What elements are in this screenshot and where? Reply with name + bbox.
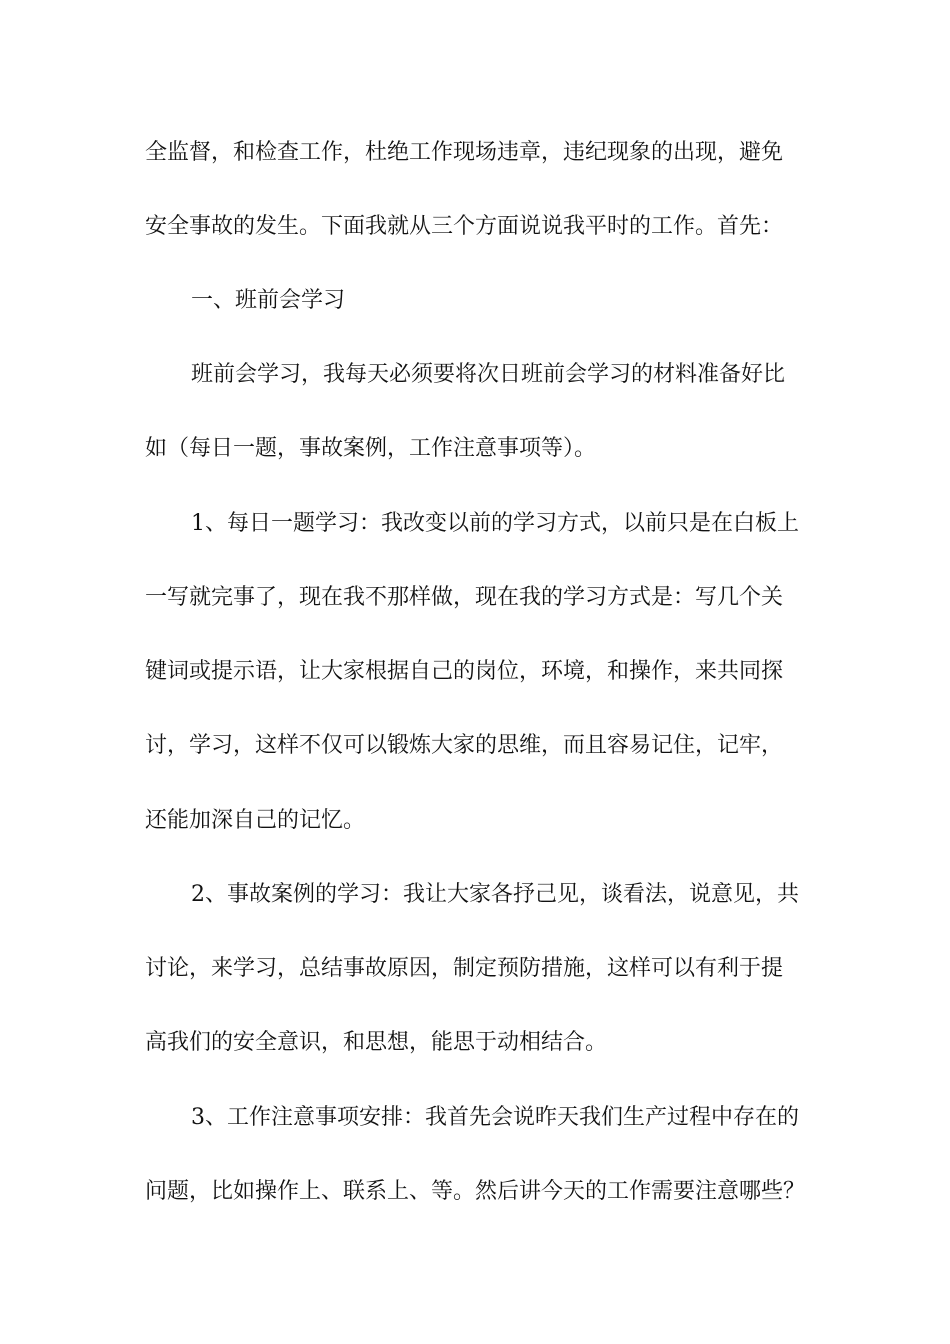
- text-line: 如（每日一题，事故案例，工作注意事项等）。: [145, 436, 597, 461]
- text-line: 3、工作注意事项安排：我首先会说昨天我们生产过程中存在的: [191, 1105, 799, 1130]
- text-line: 问题，比如操作上、联系上、等。然后讲今天的工作需要注意哪些？: [145, 1179, 806, 1204]
- text-line: 一写就完事了，现在我不那样做，现在我的学习方式是：写几个关: [145, 585, 784, 610]
- text-line: 2、事故案例的学习：我让大家各抒己见，谈看法，说意见，共: [191, 882, 799, 907]
- text-line: 讨论，来学习，总结事故原因，制定预防措施，这样可以有利于提: [145, 956, 784, 981]
- text-line: 还能加深自己的记忆。: [145, 808, 366, 833]
- text-line: 1、每日一题学习：我改变以前的学习方式，以前只是在白板上: [191, 511, 799, 536]
- text-line: 班前会学习，我每天必须要将次日班前会学习的材料准备好比: [191, 362, 786, 387]
- text-line: 安全事故的发生。下面我就从三个方面说说我平时的工作。首先：: [145, 214, 784, 239]
- text-line: 全监督，和检查工作，杜绝工作现场违章，违纪现象的出现，避免: [145, 140, 784, 165]
- text-line: 键词或提示语，让大家根据自己的岗位，环境，和操作，来共同探: [145, 659, 784, 684]
- section-heading: 一、班前会学习: [191, 288, 346, 313]
- text-line: 讨，学习，这样不仅可以锻炼大家的思维，而且容易记住，记牢，: [145, 733, 784, 758]
- text-line: 高我们的安全意识，和思想，能思于动相结合。: [145, 1030, 608, 1055]
